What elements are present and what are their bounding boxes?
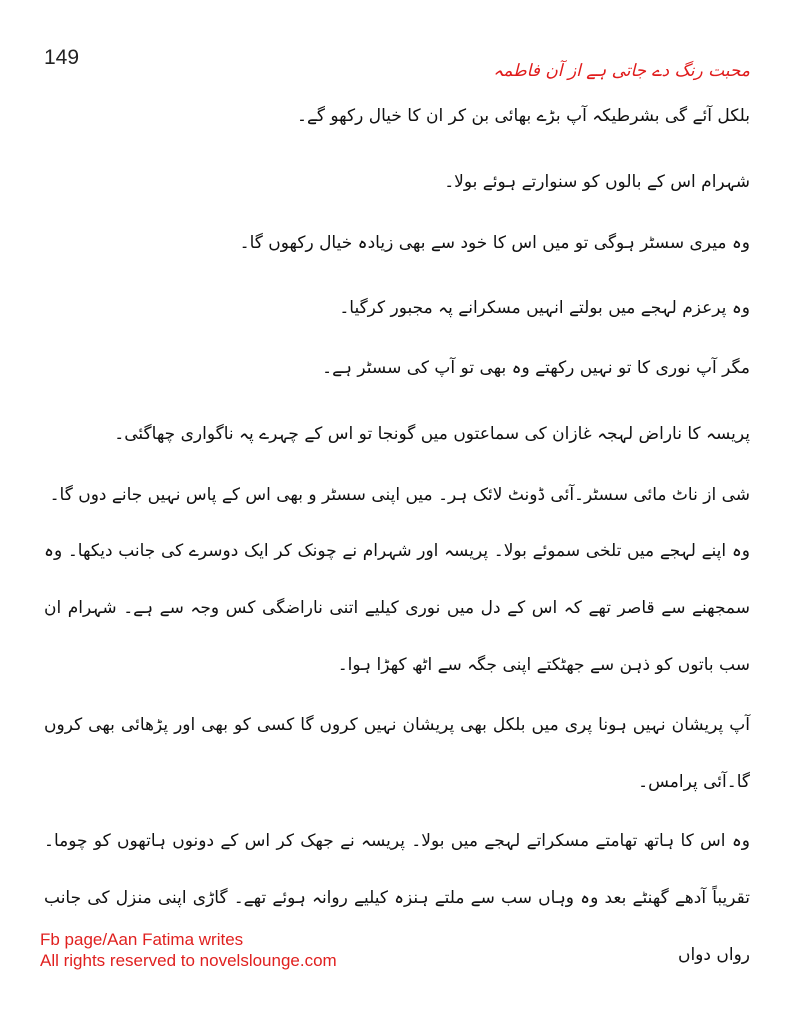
paragraph: وہ اس کا ہاتھ تھامتے مسکراتے لہجے میں بولا۔ پریسہ نے جھک کر اس کے دونوں ہاتھوں کو چوما۔ تقریباً آدھے گھنٹے بعد وہ وہاں سب سے ملتے ہنزہ کیلیے روانہ ہوئے تھے۔ گاڑی اپنی منزل کی جانب رواں دواں	[44, 831, 750, 965]
paragraph: شہرام اس کے بالوں کو سنوارتے ہوئے بولا۔	[444, 172, 750, 192]
footer-rights-notice: All rights reserved to novelslounge.com	[40, 951, 337, 970]
paragraph: وہ پرعزم لہجے میں بولتے انہیں مسکرانے پہ مجبور کرگیا۔	[339, 298, 750, 318]
page-number: 149	[44, 46, 80, 69]
header-title: محبت رنگ دے جاتی ہے از آن فاطمہ	[493, 61, 750, 81]
paragraph: پریسہ کا ناراض لہجہ غازان کی سماعتوں میں گونجا تو اس کے چہرے پہ ناگواری چھاگئی۔	[114, 424, 750, 444]
paragraph: آپ پریشان نہیں ہونا پری میں بلکل بھی پریشان نہیں کروں گا کسی کو بھی اور پڑھائی بھی کروں گا۔آئی پرامس۔	[44, 715, 750, 792]
paragraph: شی از ناٹ مائی سسٹر۔آئی ڈونٹ لائک ہر۔ میں اپنی سسٹر و بھی اس کے پاس نہیں جانے دوں گا۔	[49, 485, 750, 505]
paragraph: وہ میری سسٹر ہوگی تو میں اس کا خود سے بھی زیادہ خیال رکھوں گا۔	[239, 233, 750, 253]
footer-credits	[40, 929, 337, 971]
paragraph: وہ اپنے لہجے میں تلخی سموئے بولا۔ پریسہ اور شہرام نے چونک کر ایک دوسرے کی جانب دیکھا۔ وہ سمجھنے سے قاصر تھے کہ اس کے دل میں نوری کیلیے اتنی ناراضگی کس وجہ سے ہے۔ شہرام ان سب باتوں کو ذہن سے جھٹکتے اپنی جگہ سے اٹھ کھڑا ہوا۔	[44, 541, 750, 675]
paragraph: مگر آپ نوری کا تو نہیں رکھتے وہ بھی تو آپ کی سسٹر ہے۔	[322, 358, 750, 378]
paragraph: بلکل آئے گی بشرطیکہ آپ بڑے بھائی بن کر ان کا خیال رکھو گے۔	[296, 106, 750, 126]
footer-fb-page: Fb page/Aan Fatima writes	[40, 930, 244, 949]
